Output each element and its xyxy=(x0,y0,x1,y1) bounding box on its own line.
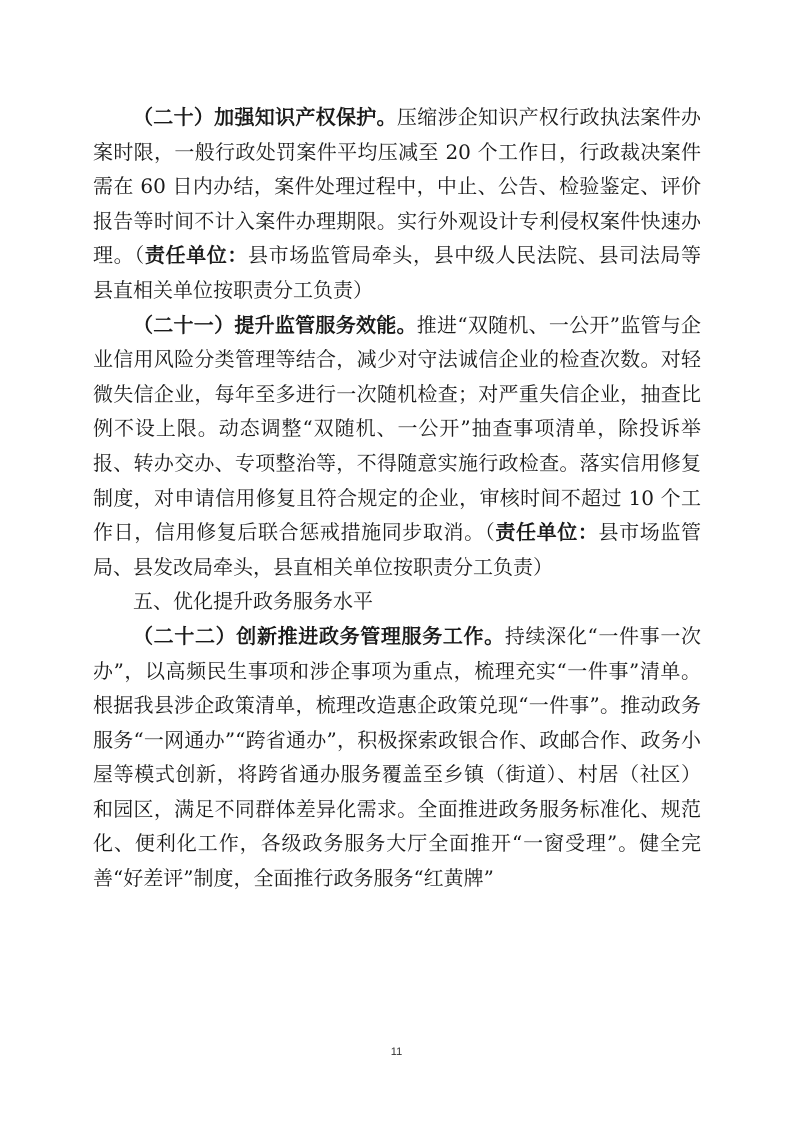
paragraph-22 xyxy=(93,619,701,896)
paragraph-text: 推进“双随机、一公开”监管与企业信用风险分类管理等结合，减少对守法诚信企业的检查次数。对轻微失信企业，每年至多进行一次随机检查；对严重失信企业，抽查比例不设上限。动态调整“双随机、一公开”抽查事项清单，除投诉举报、转办交办、专项整治等，不得随意实施行政检查。落实信用修复制度，对申请信用修复且符合规定的企业，审核时间不超过 10 个工作日，信用修复后联合惩戒措施同步取消。（ xyxy=(93,312,702,545)
page-number: 11 xyxy=(390,1046,403,1058)
paragraph-21 xyxy=(93,308,701,585)
paragraph-lead: （二十一）提升监管服务效能。 xyxy=(133,312,417,337)
paragraph-lead: （二十二）创新推进政务管理服务工作。 xyxy=(133,623,505,648)
section-heading: 五、优化提升政务服务水平 xyxy=(133,589,373,614)
paragraph-20 xyxy=(93,100,701,308)
paragraph-lead: （二十）加强知识产权保护。 xyxy=(133,105,397,129)
responsibility-text: 县市场监管局牵头，县中级人民法院、县司法局等县直相关单位按职责分工负责） xyxy=(93,243,702,302)
responsibility-label: 责任单位： xyxy=(144,243,248,268)
document-body xyxy=(93,100,701,896)
paragraph-text: 持续深化“一件事一次办”，以高频民生事项和涉企事项为重点，梳理充实“一件事”清单。根据我县涉企政策清单，梳理改造惠企政策兑现“一件事”。推动政务服务“一网通办”“跨省通办”，积极探索政银合作、政邮合作、政务小屋等模式创新，将跨省通办服务覆盖至乡镇（街道）、村居（社区）和园区，满足不同群体差异化需求。全面推进政务服务标准化、规范化、便利化工作，各级政务服务大厅全面推开“一窗受理”。健全完善“好差评”制度，全面推行政务服务“红黄牌” xyxy=(93,623,701,891)
responsibility-text: 县市场监管局、县发改局牵头，县直相关单位按职责分工负责） xyxy=(93,520,702,579)
responsibility-label: 责任单位： xyxy=(495,520,599,545)
paragraph-text: 压缩涉企知识产权行政执法案件办案时限，一般行政处罚案件平均压减至 20 个工作日，行政裁决案件需在 60 日内办结，案件处理过程中，中止、公告、检验鉴定、评价报告等时间不计入案件办理期限。实行外观设计专利侵权案件快速办理。（ xyxy=(93,105,702,268)
